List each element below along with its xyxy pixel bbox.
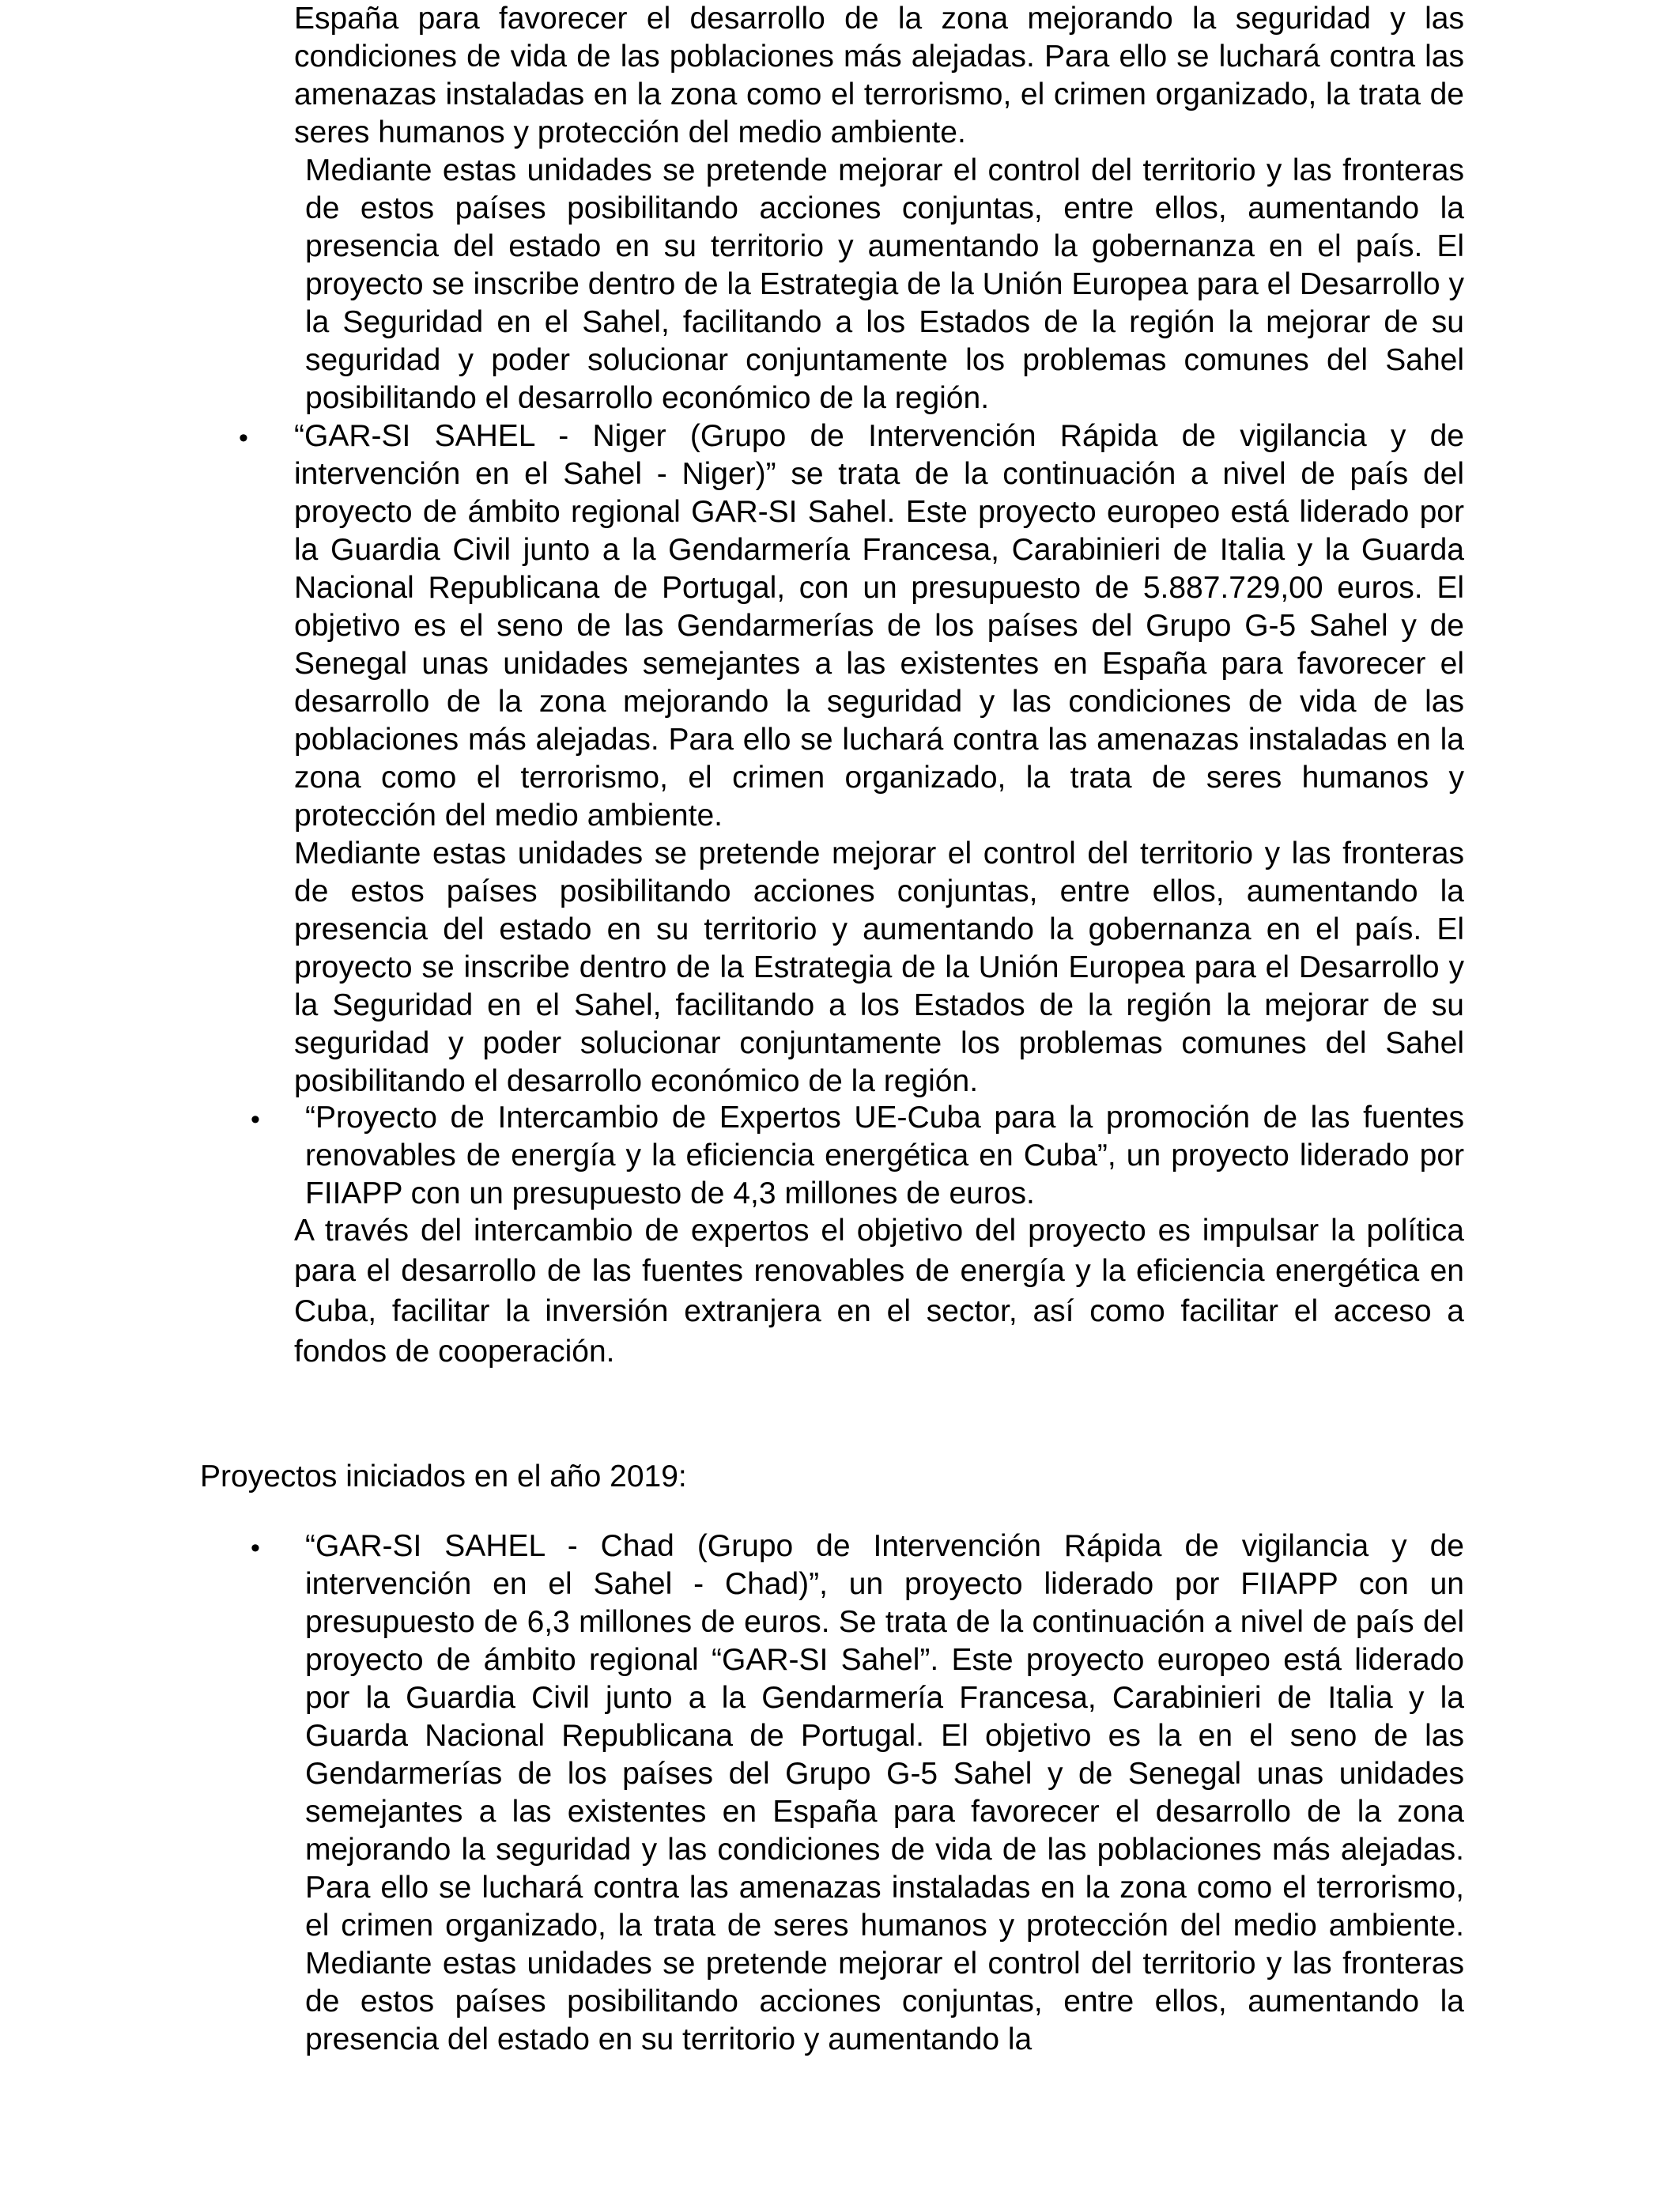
bullet-chad: • — [251, 1533, 260, 1563]
list-item-gar-si-niger: “GAR-SI SAHEL - Niger (Grupo de Intervención Rápida de vigilancia y de intervención en el Sahel - Niger)” se trata de la continuación a nivel de país del proyecto de ámbito regional GAR-SI Sahel. Este proyecto europeo está liderado por la Guardia Civil junto a la Gendarmería Francesa, Carabinieri de Italia y la Guarda Nacional Republicana de Portugal, con un presupuesto de 5.887.729,00 euros. El objetivo es el seno de las Gendarmerías de los países del Grupo G-5 Sahel y de Senegal unas unidades semejantes a las existentes en España para favorecer el desarrollo de la zona mejorando la seguridad y las condiciones de vida de las poblaciones más alejadas. Para ello se luchará contra las amenazas instaladas en la zona como el terrorismo, el crimen organizado, la trata de seres humanos y protección del medio ambiente. — [294, 419, 1464, 833]
list-item-cuba: “Proyecto de Intercambio de Expertos UE-Cuba para la promoción de las fuentes renovables de energía y la eficiencia energética en Cuba”, un proyecto liderado por FIIAPP con un presupuesto de 4,3 millones de euros. — [305, 1101, 1464, 1210]
list-item-gar-si-chad: “GAR-SI SAHEL - Chad (Grupo de Intervención Rápida de vigilancia y de intervención en el Sahel - Chad)”, un proyecto liderado por FIIAPP con un presupuesto de 6,3 millones de euros. Se trata de la continuación a nivel de país del proyecto de ámbito regional “GAR-SI Sahel”. Este proyecto europeo está liderado por la Guardia Civil junto a la Gendarmería Francesa, Carabinieri de Italia y la Guarda Nacional Republicana de Portugal. El objetivo es la en el seno de las Gendarmerías de los países del Grupo G-5 Sahel y de Senegal unas unidades semejantes a las existentes en España para favorecer el desarrollo de la zona mejorando la seguridad y las condiciones de vida de las poblaciones más alejadas. Para ello se luchará contra las amenazas instaladas en la zona como el terrorismo, el crimen organizado, la trata de seres humanos y protección del medio ambiente. Mediante estas unidades se pretende mejorar el control del territorio y las fronteras de estos países posibilitando acciones conjuntas, entre ellos, aumentando la presencia del estado en su territorio y aumentando la — [305, 1529, 1464, 2056]
bullet-cuba: • — [251, 1105, 260, 1135]
paragraph-continuation: España para favorecer el desarrollo de la zona mejorando la seguridad y las condiciones de vida de las poblaciones más alejadas. Para ello se luchará contra las amenazas instaladas en la zona como el terrorismo, el crimen organizado, la trata de seres humanos y protección del medio ambiente. — [294, 2, 1464, 149]
section-heading-2019: Proyectos iniciados en el año 2019: — [200, 1460, 687, 1494]
paragraph-control-territorio: Mediante estas unidades se pretende mejorar el control del territorio y las fronteras de estos países posibilitando acciones conjuntas, entre ellos, aumentando la presencia del estado en su territorio y aumentando la gobernanza en el país. El proyecto se inscribe dentro de la Estrategia de la Unión Europea para el Desarrollo y la Seguridad en el Sahel, facilitando a los Estados de la región la mejorar de su seguridad y poder solucionar conjuntamente los problemas comunes del Sahel posibilitando el desarrollo económico de la región. — [305, 153, 1464, 415]
paragraph-cuba-continuation: A través del intercambio de expertos el objetivo del proyecto es impulsar la política para el desarrollo de las fuentes renovables de energía y la eficiencia energética en Cuba, facilitar la inversión extranjera en el sector, así como facilitar el acceso a fondos de cooperación. — [294, 1214, 1464, 1369]
bullet-niger: • — [239, 423, 248, 453]
paragraph-niger-continuation: Mediante estas unidades se pretende mejorar el control del territorio y las fronteras de estos países posibilitando acciones conjuntas, entre ellos, aumentando la presencia del estado en su territorio y aumentando la gobernanza en el país. El proyecto se inscribe dentro de la Estrategia de la Unión Europea para el Desarrollo y la Seguridad en el Sahel, facilitando a los Estados de la región la mejorar de su seguridad y poder solucionar conjuntamente los problemas comunes del Sahel posibilitando el desarrollo económico de la región. — [294, 836, 1464, 1098]
